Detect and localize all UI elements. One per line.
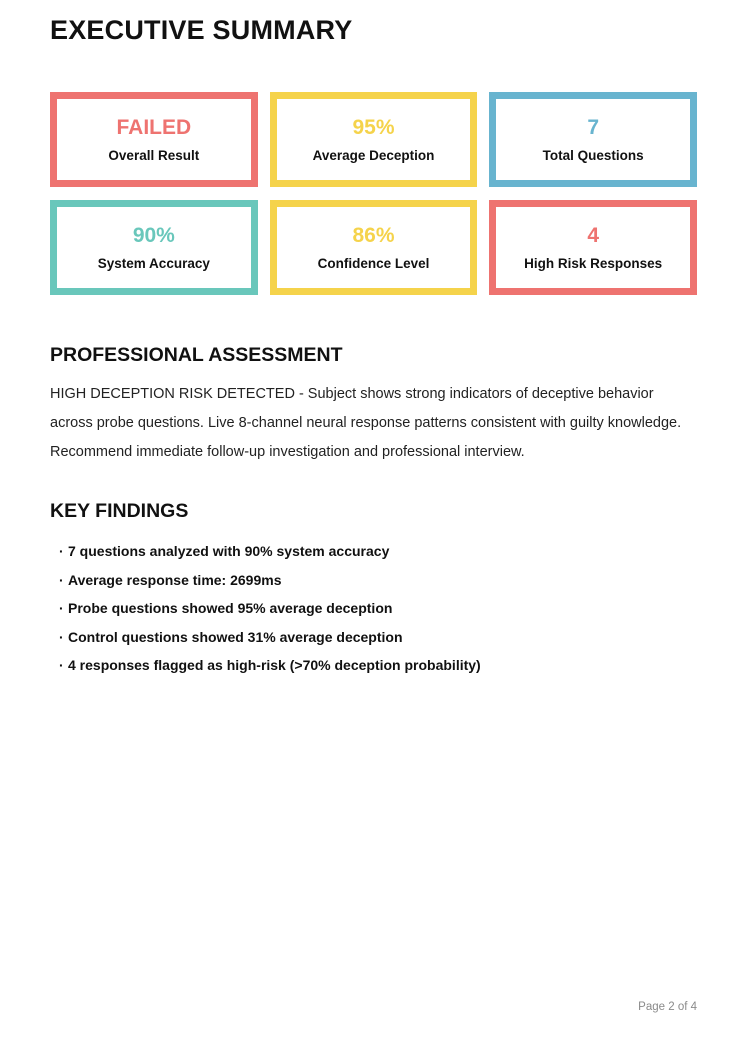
stat-label: Confidence Level <box>317 255 430 271</box>
page-title: EXECUTIVE SUMMARY <box>50 15 353 45</box>
stat-card-overall-result <box>50 92 258 187</box>
stat-label: Average Deception <box>312 147 435 163</box>
key-finding-item: · Average response time: 2699ms <box>50 566 697 595</box>
stat-label: High Risk Responses <box>524 255 663 271</box>
stat-card-system-accuracy <box>50 200 258 295</box>
stat-label: System Accuracy <box>97 255 210 271</box>
page-number: Page 2 of 4 <box>638 1001 697 1013</box>
stat-value: 95% <box>352 115 395 139</box>
stat-card-high-risk-responses <box>489 200 697 295</box>
stat-value: 4 <box>587 223 599 247</box>
key-finding-item: · 4 responses flagged as high-risk (>70% deception probability) <box>50 651 697 680</box>
stat-value: FAILED <box>116 115 192 139</box>
key-finding-item: · Probe questions showed 95% average deception <box>50 594 697 623</box>
professional-assessment-heading: PROFESSIONAL ASSESSMENT <box>50 344 343 366</box>
professional-assessment-body: HIGH DECEPTION RISK DETECTED - Subject shows strong indicators of deceptive behavior across probe questions. Live 8-channel neural response patterns consistent with guilty knowledge. Recommend immediate follow-up investigation and professional interview. <box>50 386 682 460</box>
key-findings-list <box>50 537 697 680</box>
key-finding-item: · 7 questions analyzed with 90% system accuracy <box>50 537 697 566</box>
key-finding-item: · Control questions showed 31% average deception <box>50 623 697 652</box>
stat-card-average-deception <box>270 92 478 187</box>
stat-card-grid <box>50 92 697 295</box>
key-findings-heading: KEY FINDINGS <box>50 500 189 522</box>
stat-value: 7 <box>587 115 599 139</box>
stat-card-confidence-level <box>270 200 478 295</box>
stat-card-total-questions <box>489 92 697 187</box>
stat-value: 86% <box>352 223 395 247</box>
stat-label: Overall Result <box>108 147 200 163</box>
page-content <box>50 0 697 680</box>
stat-label: Total Questions <box>542 147 644 163</box>
stat-value: 90% <box>132 223 175 247</box>
